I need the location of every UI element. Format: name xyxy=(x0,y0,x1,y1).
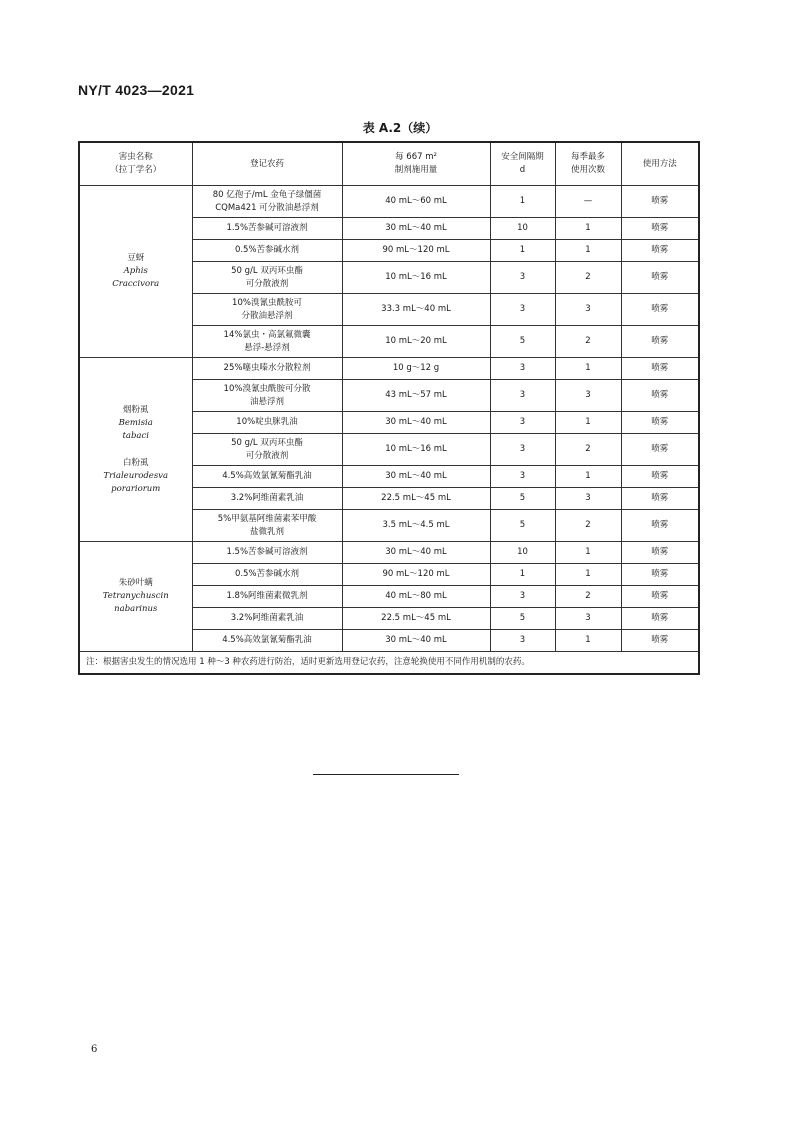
interval-cell: 5 xyxy=(490,510,555,542)
dosage-cell: 40 mL～80 mL xyxy=(342,586,490,608)
pest-latin-name: tabaci xyxy=(122,430,149,441)
dosage-cell: 30 mL～40 mL xyxy=(342,218,490,240)
method-cell: 喷雾 xyxy=(621,466,699,488)
method-cell: 喷雾 xyxy=(621,326,699,358)
dosage-cell: 22.5 mL～45 mL xyxy=(342,488,490,510)
method-cell: 喷雾 xyxy=(621,510,699,542)
method-cell: 喷雾 xyxy=(621,488,699,510)
interval-cell: 3 xyxy=(490,262,555,294)
method-cell: 喷雾 xyxy=(621,358,699,380)
pest-name-cell xyxy=(79,542,192,652)
method-cell: 喷雾 xyxy=(621,586,699,608)
dosage-cell: 33.3 mL～40 mL xyxy=(342,294,490,326)
pest-latin-name: Craccivora xyxy=(112,279,160,289)
pesticide-cell: 14%氯虫・高氯氟微囊 悬浮-悬浮剂 xyxy=(192,326,342,358)
method-cell: 喷雾 xyxy=(621,294,699,326)
times-cell: 3 xyxy=(555,294,621,326)
times-cell: 1 xyxy=(555,542,621,564)
pesticide-cell: 10%啶虫脒乳油 xyxy=(192,412,342,434)
pest-latin-name: porariorum xyxy=(111,483,161,494)
interval-cell: 1 xyxy=(490,564,555,586)
method-cell: 喷雾 xyxy=(621,240,699,262)
pesticide-cell: 50 g/L 双丙环虫酯 可分散液剂 xyxy=(192,434,342,466)
pesticide-cell: 50 g/L 双丙环虫酯 可分散液剂 xyxy=(192,262,342,294)
dosage-cell: 10 mL～16 mL xyxy=(342,262,490,294)
pesticide-cell: 25%噻虫嗪水分散粒剂 xyxy=(192,358,342,380)
method-cell: 喷雾 xyxy=(621,262,699,294)
times-cell: 2 xyxy=(555,434,621,466)
times-cell: 1 xyxy=(555,564,621,586)
dosage-cell: 40 mL～60 mL xyxy=(342,186,490,218)
interval-cell: 5 xyxy=(490,488,555,510)
pesticide-cell: 4.5%高效氯氰菊酯乳油 xyxy=(192,630,342,652)
times-cell: 1 xyxy=(555,358,621,380)
dosage-cell: 30 mL～40 mL xyxy=(342,466,490,488)
dosage-cell: 30 mL～40 mL xyxy=(342,542,490,564)
dosage-cell: 3.5 mL～4.5 mL xyxy=(342,510,490,542)
pesticide-cell: 1.5%苦参碱可溶液剂 xyxy=(192,218,342,240)
method-cell: 喷雾 xyxy=(621,434,699,466)
interval-cell: 10 xyxy=(490,218,555,240)
pesticide-cell: 5%甲氨基阿维菌素苯甲酸 盐微乳剂 xyxy=(192,510,342,542)
header-pest: 害虫名称 （拉丁学名） xyxy=(79,142,192,186)
times-cell: 2 xyxy=(555,510,621,542)
method-cell: 喷雾 xyxy=(621,380,699,412)
method-cell: 喷雾 xyxy=(621,630,699,652)
table-note-row xyxy=(79,652,699,675)
dosage-cell: 10 mL～16 mL xyxy=(342,434,490,466)
times-cell: 1 xyxy=(555,630,621,652)
pest-latin-name: Bemisia xyxy=(118,417,153,428)
header-times: 每季最多 使用次数 xyxy=(555,142,621,186)
times-cell: 3 xyxy=(555,380,621,412)
method-cell: 喷雾 xyxy=(621,608,699,630)
pest-chinese-name: 烟粉虱 xyxy=(122,404,149,415)
pesticide-cell: 0.5%苦参碱水剂 xyxy=(192,564,342,586)
pesticide-cell: 0.5%苦参碱水剂 xyxy=(192,240,342,262)
header-pesticide: 登记农药 xyxy=(192,142,342,186)
pest-name-cell xyxy=(79,358,192,542)
interval-cell: 3 xyxy=(490,434,555,466)
times-cell: 2 xyxy=(555,326,621,358)
dosage-cell: 43 mL～57 mL xyxy=(342,380,490,412)
method-cell: 喷雾 xyxy=(621,564,699,586)
interval-cell: 3 xyxy=(490,466,555,488)
pest-chinese-name: 朱砂叶螨 xyxy=(118,578,153,588)
pesticide-cell: 10%溴氰虫酰胺可分散 油悬浮剂 xyxy=(192,380,342,412)
dosage-cell: 22.5 mL～45 mL xyxy=(342,608,490,630)
times-cell: 3 xyxy=(555,488,621,510)
pesticide-cell: 1.8%阿维菌素微乳剂 xyxy=(192,586,342,608)
pesticide-cell: 10%溴氰虫酰胺可 分散油悬浮剂 xyxy=(192,294,342,326)
times-cell: 1 xyxy=(555,218,621,240)
header-method: 使用方法 xyxy=(621,142,699,186)
interval-cell: 5 xyxy=(490,326,555,358)
pesticide-cell: 1.5%苦参碱可溶液剂 xyxy=(192,542,342,564)
dosage-cell: 10 g～12 g xyxy=(342,358,490,380)
interval-cell: 1 xyxy=(490,240,555,262)
times-cell: 2 xyxy=(555,586,621,608)
document-code: NY/T 4023—2021 xyxy=(78,82,195,98)
dosage-cell: 30 mL～40 mL xyxy=(342,412,490,434)
pest-chinese-name: 豆蚜 xyxy=(127,253,145,263)
method-cell: 喷雾 xyxy=(621,412,699,434)
table-row xyxy=(79,542,699,564)
pest-chinese-name: 白粉虱 xyxy=(122,457,149,468)
pest-latin-name: Aphis xyxy=(123,266,148,276)
table-row xyxy=(79,186,699,218)
interval-cell: 10 xyxy=(490,542,555,564)
dosage-cell: 90 mL～120 mL xyxy=(342,240,490,262)
pesticide-table xyxy=(78,141,700,675)
method-cell: 喷雾 xyxy=(621,218,699,240)
table-note: 注：根据害虫发生的情况选用 1 种～3 种农药进行防治，适时更新选用登记农药，注意轮换使用不同作用机制的农药。 xyxy=(79,652,699,675)
times-cell: 1 xyxy=(555,466,621,488)
header-interval: 安全间隔期 d xyxy=(490,142,555,186)
dosage-cell: 10 mL～20 mL xyxy=(342,326,490,358)
times-cell: 1 xyxy=(555,240,621,262)
table-row xyxy=(79,358,699,380)
interval-cell: 3 xyxy=(490,380,555,412)
pesticide-cell: 4.5%高效氯氰菊酯乳油 xyxy=(192,466,342,488)
interval-cell: 1 xyxy=(490,186,555,218)
table-header-row xyxy=(79,142,699,186)
interval-cell: 3 xyxy=(490,412,555,434)
times-cell: 3 xyxy=(555,608,621,630)
page-number: 6 xyxy=(91,1044,98,1055)
method-cell: 喷雾 xyxy=(621,542,699,564)
end-rule xyxy=(313,774,459,775)
dosage-cell: 90 mL～120 mL xyxy=(342,564,490,586)
interval-cell: 3 xyxy=(490,630,555,652)
interval-cell: 3 xyxy=(490,358,555,380)
pest-name-cell xyxy=(79,186,192,358)
pest-latin-name: Tetranychuscin xyxy=(102,591,169,601)
times-cell: 2 xyxy=(555,262,621,294)
pesticide-cell: 3.2%阿维菌素乳油 xyxy=(192,608,342,630)
pesticide-cell: 3.2%阿维菌素乳油 xyxy=(192,488,342,510)
times-cell: — xyxy=(555,186,621,218)
pesticide-cell: 80 亿孢子/mL 金龟子绿僵菌 CQMa421 可分散油悬浮剂 xyxy=(192,186,342,218)
dosage-cell: 30 mL～40 mL xyxy=(342,630,490,652)
interval-cell: 3 xyxy=(490,586,555,608)
interval-cell: 3 xyxy=(490,294,555,326)
pest-latin-name: nabarinus xyxy=(114,604,158,614)
pest-latin-name: Trialeurodesva xyxy=(103,470,169,481)
table-title: 表 A.2（续） xyxy=(362,121,438,135)
method-cell: 喷雾 xyxy=(621,186,699,218)
interval-cell: 5 xyxy=(490,608,555,630)
header-dosage: 每 667 m² 制剂施用量 xyxy=(342,142,490,186)
times-cell: 1 xyxy=(555,412,621,434)
